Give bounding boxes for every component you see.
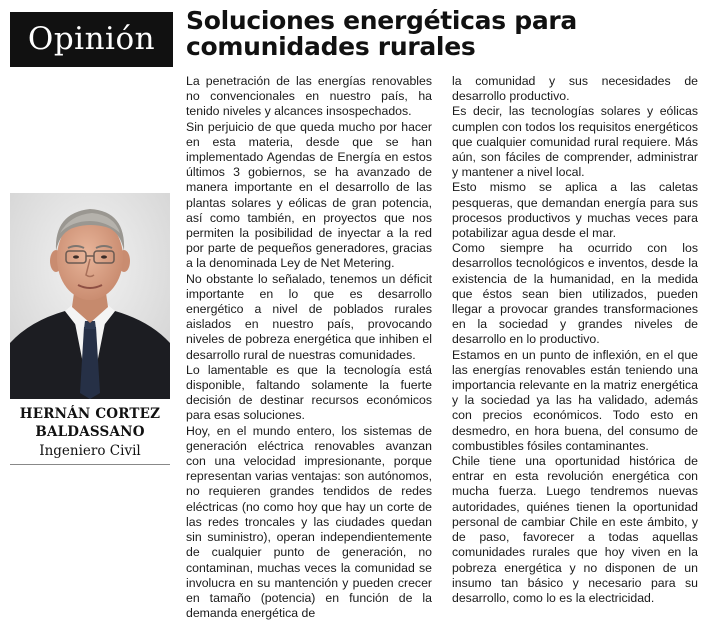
article-column-right xyxy=(452,74,698,606)
paragraph: Esto mismo se aplica a las caletas pesqueras, que demandan energía para sus procesos productivos y muchas veces para potabilizar agua desde el mar. xyxy=(452,180,698,241)
paragraph: No obstante lo señalado, tenemos un déficit importante en lo que es desarrollo energético a nivel de poblados rurales aislados en nuestro país, provocando niveles de pobreza energética que inhiben el desarrollo rural de nuestras comunidades. xyxy=(186,271,432,362)
paragraph: Hoy, en el mundo entero, los sistemas de generación eléctrica renovables avanzan con una velocidad impresionante, porque representan varias ventajas: son autónomos, no requieren grandes tendidos de redes eléctricas (no como hoy que hay un corte de las redes troncales y las ciudades quedan sin suministro), operan independientemente de cualquier punto de generación, no contaminan, muchas veces la comunidad se involucra en su mantención y pueden crecer en tamaño (potencia) en función de la demanda energética de xyxy=(186,423,432,621)
paragraph: Lo lamentable es que la tecnología está disponible, faltando solamente la fuerte decisión de destinar recursos económicos para esas soluciones. xyxy=(186,362,432,423)
paragraph: Chile tiene una oportunidad histórica de entrar en esta revolución energética con mucha fuerza. Luego tendremos nuevas autoridades, quiénes tienen la oportunidad personal de cambiar Chile en este ámbito, y de paso, favorecer a todas aquellas comunidades rurales que hoy viven en la pobreza energética y no disponen de un insumo tan básico y necesario para su desarrollo, como lo es la electricidad. xyxy=(452,454,698,605)
author-divider xyxy=(10,464,170,465)
paragraph: Es decir, las tecnologías solares y eólicas cumplen con todos los requisitos energéticos que cualquier comunidad rural requiere. Más aún, son fáciles de comprender, administrar y mantener a nivel local. xyxy=(452,104,698,180)
author-photo xyxy=(10,193,170,399)
article-title: Soluciones energéticas para comunidades rurales xyxy=(186,6,577,61)
section-label: Opinión xyxy=(10,12,173,67)
author-role: Ingeniero Civil xyxy=(39,443,141,459)
paragraph: Como siempre ha ocurrido con los desarrollos tecnológicos e inventos, desde la existencia de la humanidad, en la medida que éstos sean bien utilizados, pueden llegar a provocar grandes transformaciones en la sociedad y grandes niveles de desarrollo en lo productivo. xyxy=(452,241,698,347)
paragraph: Estamos en un punto de inflexión, en el que las energías renovables están teniendo una importancia relevante en la matriz energética y la sociedad ya las ha validado, además con precios económicos. Todo esto en desmedro, en hora buena, del consumo de combustibles fósiles contaminantes. xyxy=(452,347,698,453)
paragraph: Sin perjuicio de que queda mucho por hacer en esta materia, desde que se han implementado Agendas de Energía en estos últimos 3 gobiernos, se ha avanzado de manera importante en el desarrollo de las plantas solares y eólicas de gran potencia, así como también, en proyectos que nos permiten la posibilidad de inyectar a la red por parte de pequeños generadores, gracias a la denominada Ley de Net Metering. xyxy=(186,119,432,271)
paragraph: la comunidad y sus necesidades de desarrollo productivo. xyxy=(452,74,698,104)
author-name-line2: BALDASSANO xyxy=(35,424,145,440)
author-name xyxy=(10,405,170,441)
author-name-line1: HERNÁN CORTEZ xyxy=(19,406,161,422)
article-column-left xyxy=(186,74,432,644)
paragraph: La penetración de las energías renovables no convencionales en nuestro país, ha tenido niveles y alcances insospechados. xyxy=(186,74,432,119)
